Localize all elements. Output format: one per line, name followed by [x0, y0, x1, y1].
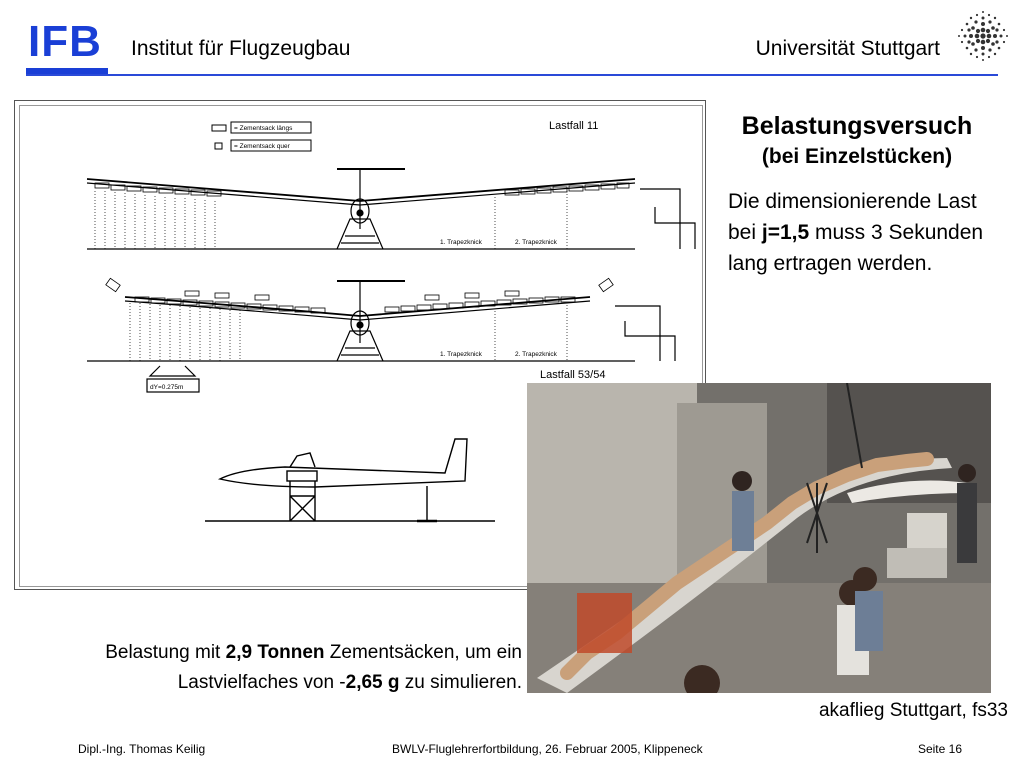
- load-test-photo: [527, 383, 991, 693]
- ifb-logo: IFB: [28, 17, 102, 66]
- footer-author: Dipl.-Ing. Thomas Keilig: [78, 742, 206, 756]
- legend-cross-symbol: [215, 143, 222, 149]
- caption-mass: 2,9 Tonnen: [225, 642, 325, 663]
- slide-subtitle: (bei Einzelstücken): [761, 145, 953, 168]
- legend-long-symbol: [212, 125, 226, 131]
- caption-part-2: Zementsäcken, um ein Lastvielfaches von -: [177, 642, 522, 693]
- body-load-factor: j=1,5: [761, 221, 810, 244]
- institute-name: Institut für Flugzeugbau: [131, 37, 351, 60]
- legend-cross-label: = Zementsack quer: [234, 143, 290, 150]
- legend-long-label: = Zementsack längs: [234, 125, 293, 132]
- load-case-top-label: Lastfall 11: [549, 120, 599, 132]
- body-text-start: Die dimensionierende Last bei: [728, 190, 977, 244]
- footer-page-number: Seite 16: [917, 742, 962, 756]
- footer-event: BWLV-Fluglehrerfortbildung, 26. Februar 2005, Klippeneck: [392, 742, 703, 756]
- top-wing-setup: [87, 169, 695, 249]
- university-dot-logo: [955, 8, 1011, 64]
- kink1-label-top: 1. Trapezknick: [440, 239, 482, 246]
- caption-load-factor: 2,65 g: [345, 672, 400, 693]
- kink2-label-bottom: 2. Trapezknick: [515, 351, 557, 358]
- photo-credit: akaflieg Stuttgart, fs33: [818, 700, 1008, 721]
- slide-title: Belastungsversuch: [741, 112, 973, 140]
- slide-body-text: [728, 186, 1008, 279]
- photo-illustration: [527, 383, 991, 693]
- glider-side-view: [205, 439, 495, 521]
- kink2-label-top: 2. Trapezknick: [515, 239, 557, 246]
- caption-part-3: zu simulieren.: [399, 672, 522, 693]
- body-text-end: muss 3 Sekunden lang ertragen werden.: [728, 221, 984, 275]
- header-rule: [26, 74, 998, 76]
- deflection-label: dY=0.275m: [150, 384, 184, 391]
- load-case-bottom-label: Lastfall 53/54: [540, 369, 606, 381]
- university-name: Universität Stuttgart: [755, 37, 940, 60]
- caption-part-1: Belastung mit: [105, 642, 226, 663]
- kink1-label-bottom: 1. Trapezknick: [440, 351, 482, 358]
- photo-caption: [40, 638, 522, 698]
